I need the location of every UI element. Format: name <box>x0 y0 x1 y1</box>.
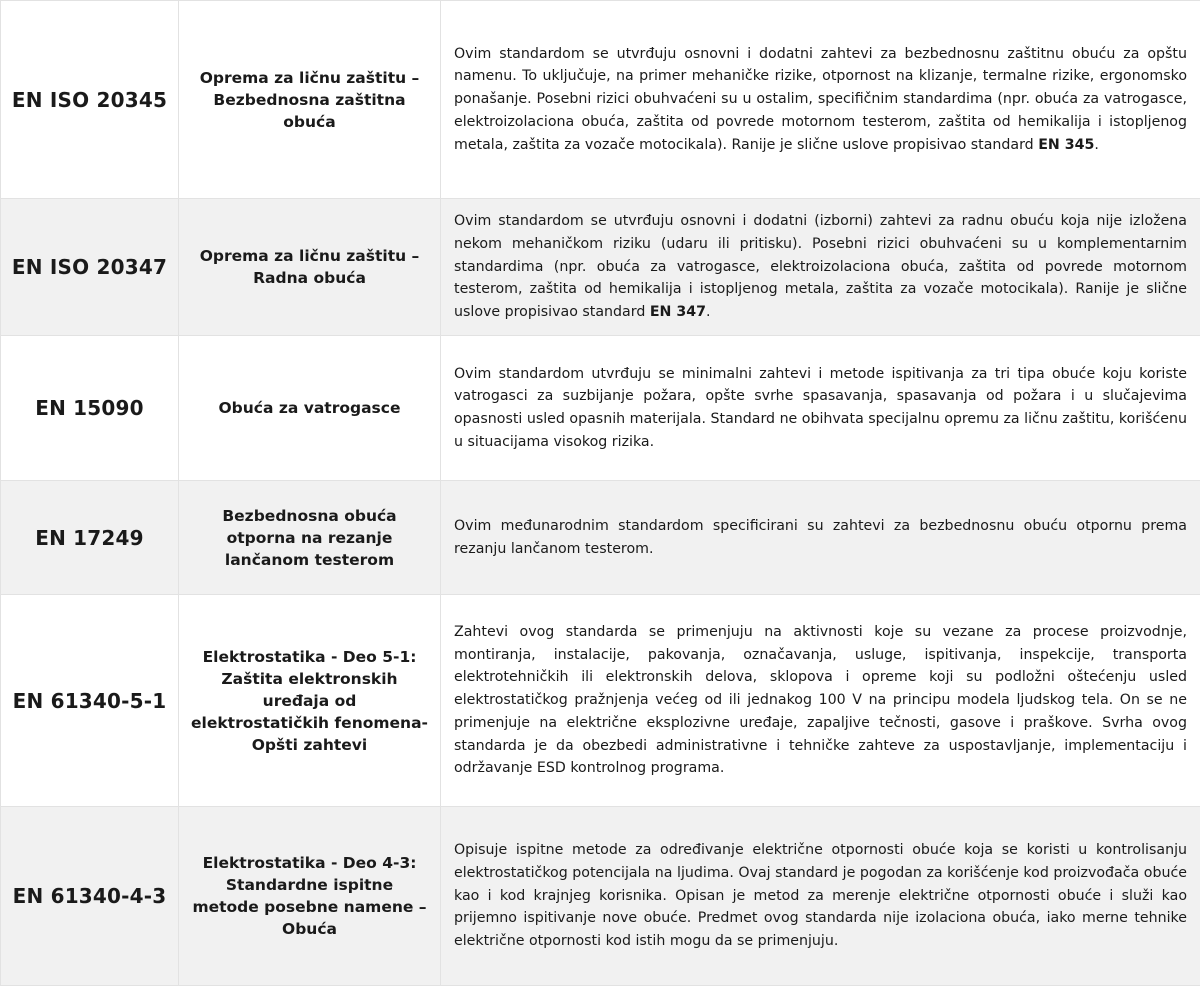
standard-description <box>441 1 1200 199</box>
table-row <box>1 481 1200 595</box>
description-text: Ovim standardom se utvrđuju osnovni i dodatni (izborni) zahtevi za radnu obuću koja nije izložena nekom mehaničkom riziku (udaru ili pritisku). Posebni rizici obuhvaćeni su u komplementarnim standardima (npr. obuća za vatrogasce, elektroizolaciona obuća, zaštita od povrede motornom testerom, zaštita od hemikalija i istopljenog metala, zaštita za vozače motocikala). Ranije je slične uslove propisivao standard <box>454 213 1187 321</box>
standard-code: EN ISO 20347 <box>1 199 179 336</box>
description-text: Zahtevi ovog standarda se primenjuju na aktivnosti koje su vezane za procese proizvodnje, montiranja, instalacije, pakovanja, označavanja, usluge, ispitivanja, inspekcije, transporta elektrotehničkih ili elektronskih delova, sklopova i opreme koji su podložni oštećenju usled elektrostatičkog pražnjenja većeg od ili jednakog 100 V na principu modela ljudskog tela. On se ne primenjuje na električne eksplozivne uređaje, zapaljive tečnosti, gasove i praškove. Svrha ovog standarda je da obezbedi administrativne i tehničke zahteve za uspostavljanje, implementaciju i održavanje ESD kontrolnog programa. <box>454 624 1187 777</box>
standard-code: EN ISO 20345 <box>1 1 179 199</box>
table-row <box>1 336 1200 481</box>
standard-name-text: Oprema za ličnu zaštitu – Bezbednosna zaštitna obuća <box>199 68 420 131</box>
standard-name-text: Bezbednosna obuća otporna na rezanje lančanom testerom <box>222 506 397 569</box>
standard-name <box>179 595 441 807</box>
description-reference: EN 345 <box>1038 136 1095 153</box>
standard-name-text: Oprema za ličnu zaštitu – Radna obuća <box>199 247 420 287</box>
table-row <box>1 595 1200 807</box>
standard-name-text: Elektrostatika - Deo 4-3: Standardne ispitne metode posebne namene – Obuća <box>192 854 427 938</box>
standard-description <box>441 336 1200 481</box>
description-text: Ovim međunarodnim standardom specificirani su zahtevi za bezbednosnu obuću otpornu prema rezanju lančanom testerom. <box>454 517 1187 557</box>
standard-name <box>179 336 441 481</box>
description-text: Ovim standardom utvrđuju se minimalni zahtevi i metode ispitivanja za tri tipa obuće koju koriste vatrogasci za suzbijanje požara, opšte svrhe spasavanja, spasavanja od požara i u slučajevima opasnosti usled opasnih materijala. Standard ne obihvata specijalnu opremu za ličnu zaštitu, korišćenu u situacijama visokog rizika. <box>454 365 1187 450</box>
description-reference: EN 347 <box>649 304 706 321</box>
standard-code: EN 61340-4-3 <box>1 807 179 986</box>
description-text: Opisuje ispitne metode za određivanje električne otpornosti obuće koja se koristi u kontrolisanju elektrostatičkog potencijala na ljudima. Ovaj standard je pogodan za korišćenje kod proizvođača obuće kao i kod krajnjeg korisnika. Opisan je metod za merenje električne otpornosti obuće i služi kao prijemno ispitivanje nove obuće. Predmet ovog standarda nije izolaciona obuća, iako merne tehnike električne otpornosti kod istih mogu da se primenjuju. <box>454 842 1187 950</box>
description-end: . <box>1094 136 1099 153</box>
standard-description <box>441 481 1200 595</box>
table-row <box>1 807 1200 986</box>
table-row <box>1 1 1200 199</box>
standard-description <box>441 807 1200 986</box>
standard-name <box>179 807 441 986</box>
standard-description <box>441 595 1200 807</box>
standard-description <box>441 199 1200 336</box>
description-end: . <box>705 304 711 321</box>
standard-code: EN 17249 <box>1 481 179 595</box>
description-text: Ovim standardom se utvrđuju osnovni i dodatni zahtevi za bezbednosnu zaštitnu obuću za opštu namenu. To uključuje, na primer mehaničke rizike, otpornost na klizanje, termalne rizike, ergonomsko ponašanje. Posebni rizici obuhvaćeni su u ostalim, specifičnim standardima (npr. obuća za vatrogasce, elektroizolaciona obuća, zaštita od povrede motornom testerom, zaštita od hemikalija i istopljenog metala, zaštita za vozače motocikala). Ranije je slične uslove propisivao standard <box>454 45 1187 153</box>
standard-code: EN 61340-5-1 <box>1 595 179 807</box>
standard-code: EN 15090 <box>1 336 179 481</box>
standard-name <box>179 481 441 595</box>
standard-name-text: Obuća za vatrogasce <box>218 399 401 417</box>
standard-name <box>179 199 441 336</box>
standard-name <box>179 1 441 199</box>
standard-name-text: Elektrostatika - Deo 5-1: Zaštita elektronskih uređaja od elektrostatičkih fenomena- Opšti zahtevi <box>191 647 428 754</box>
table-row <box>1 199 1200 336</box>
